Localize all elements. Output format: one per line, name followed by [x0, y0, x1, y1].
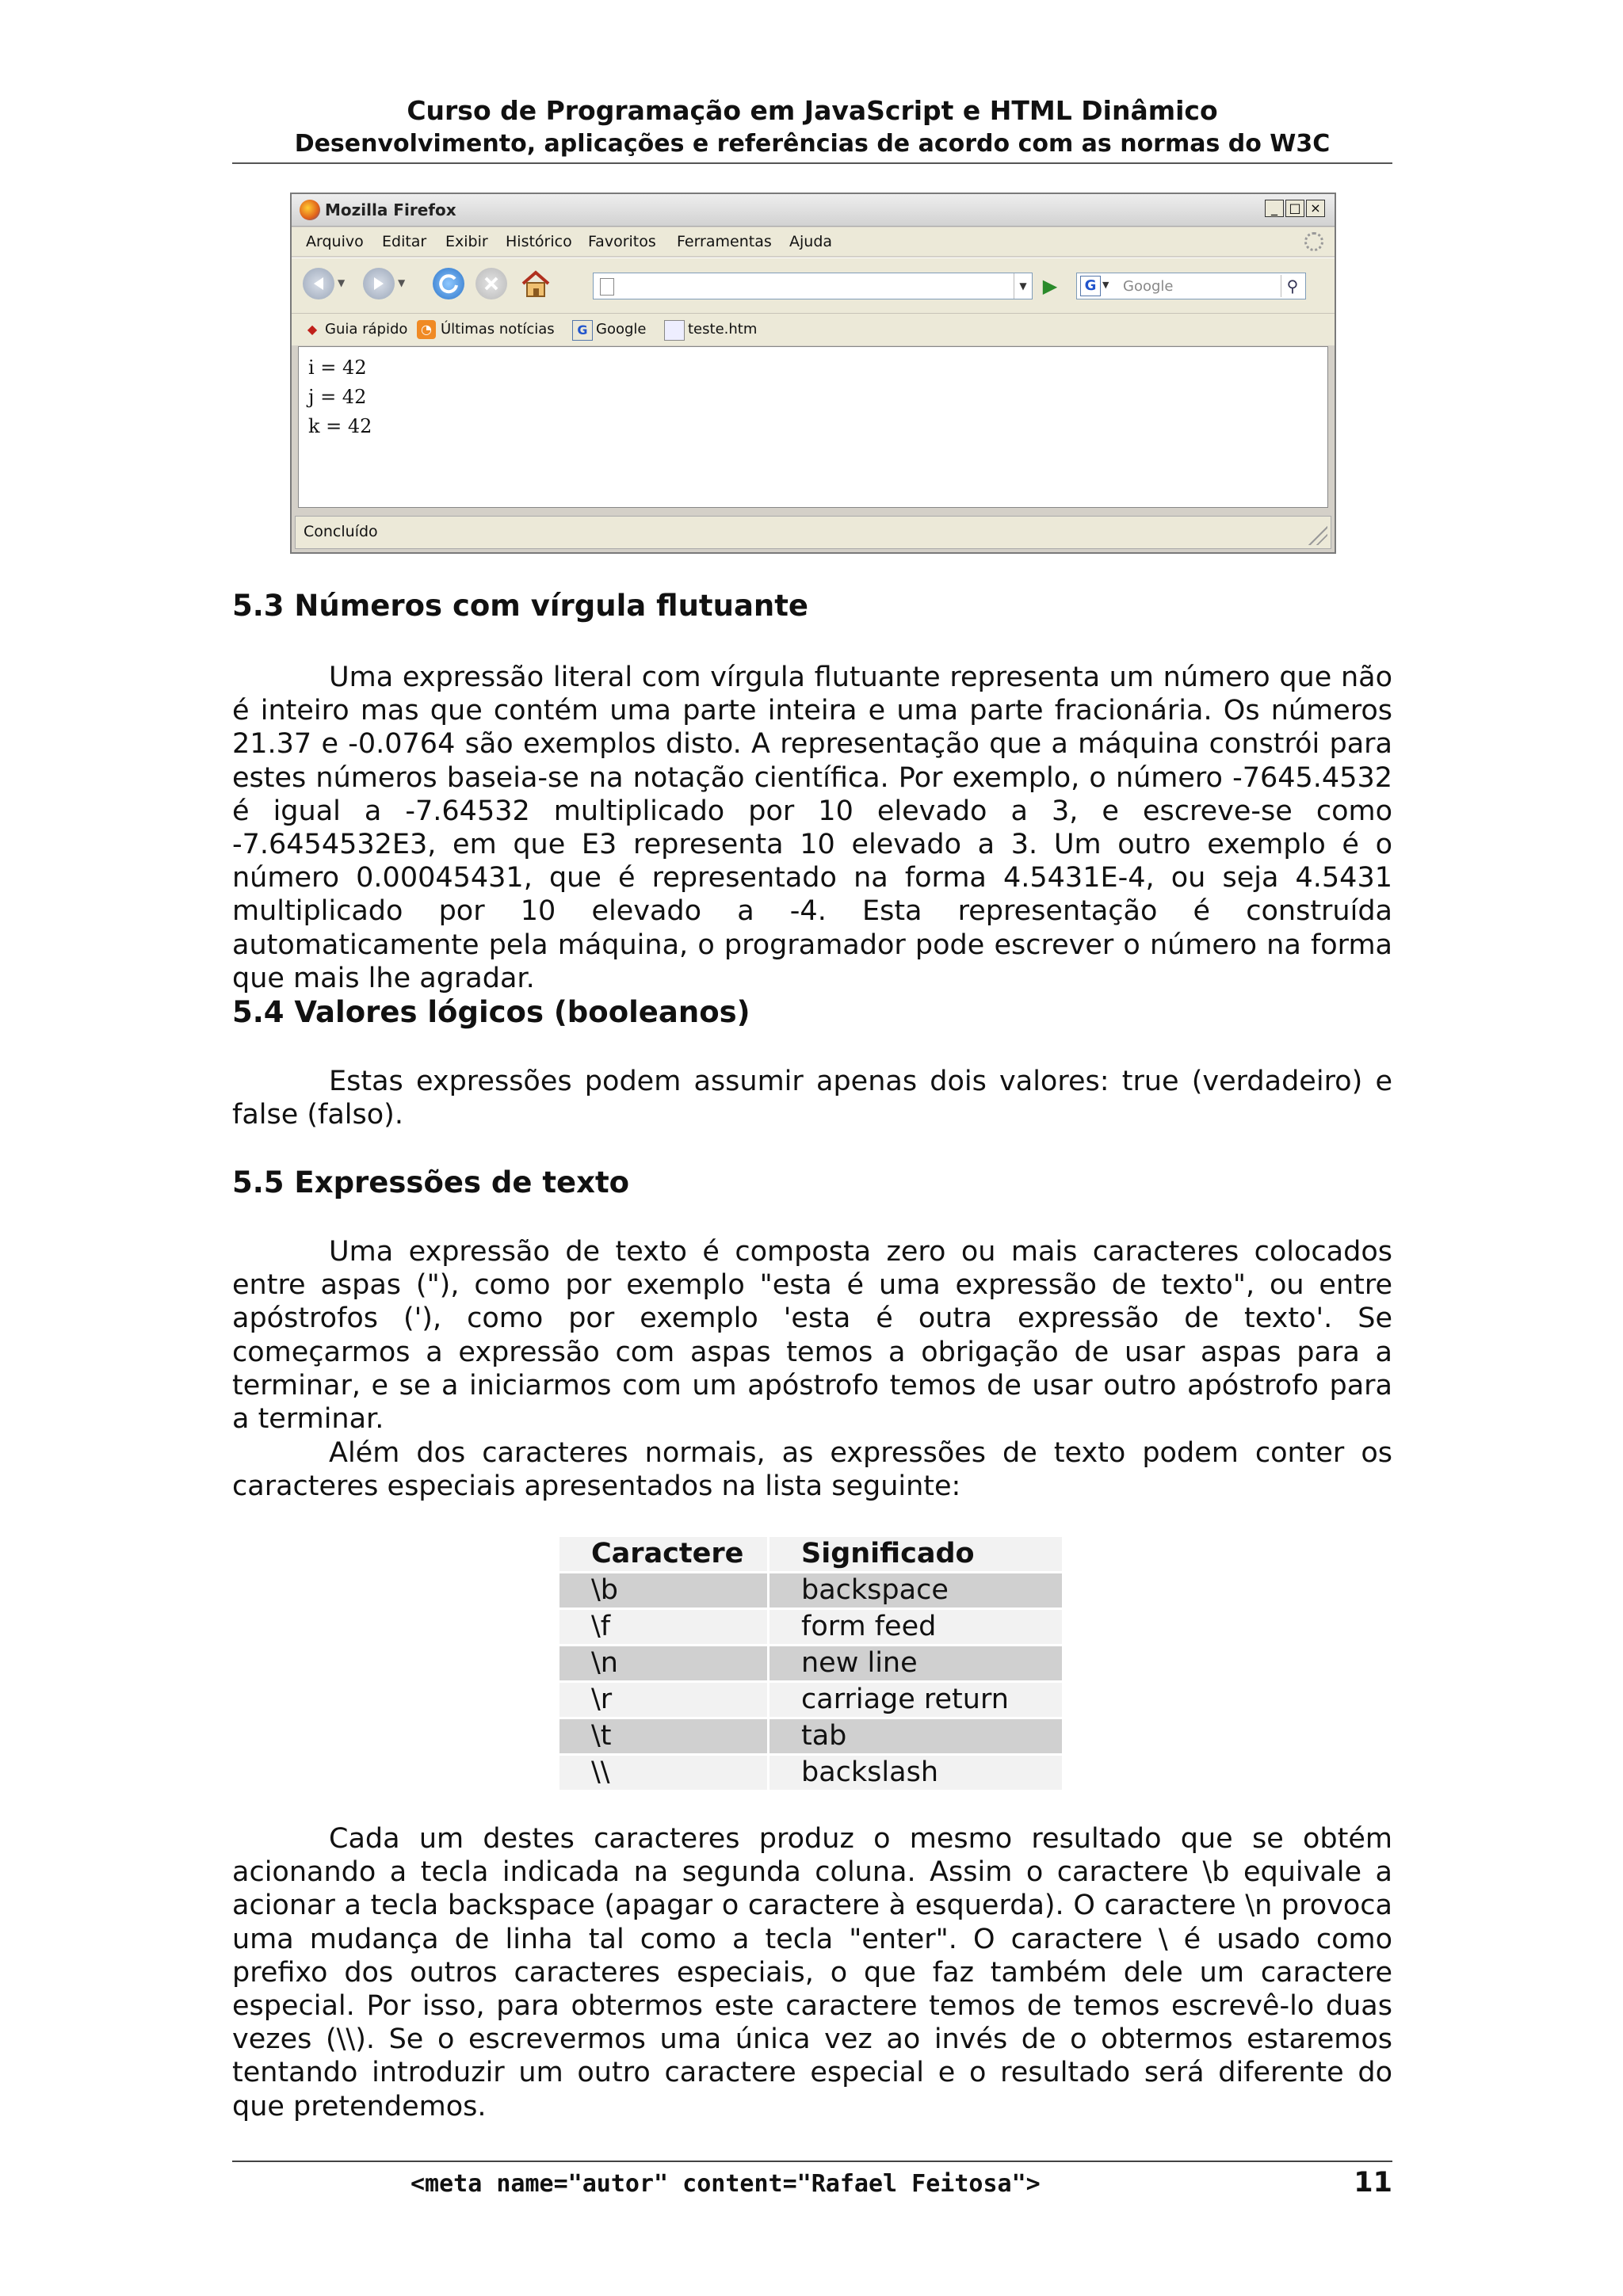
- search-icon[interactable]: ⚲: [1281, 275, 1304, 297]
- table-cell: \t: [559, 1719, 767, 1753]
- table-header-row: [559, 1537, 1062, 1571]
- url-dropdown-icon[interactable]: ▼: [1014, 273, 1032, 299]
- menu-editar[interactable]: Editar: [382, 233, 427, 250]
- paragraph: Estas expressões podem assumir apenas dois valores: true (verdadeiro) e false (falso).: [232, 1066, 1392, 1131]
- title-bar: [292, 194, 1335, 227]
- table-cell: form feed: [769, 1610, 1062, 1644]
- bookmark-ultimas-noticias[interactable]: Últimas notícias: [441, 321, 555, 338]
- header-rule: [232, 162, 1392, 164]
- window-title: Mozilla Firefox: [325, 200, 456, 219]
- page-icon: [600, 278, 614, 296]
- search-engine-icon[interactable]: G: [1080, 276, 1101, 296]
- table-cell: carriage return: [769, 1683, 1062, 1717]
- bookmark-google[interactable]: Google: [596, 321, 647, 338]
- paragraph: Cada um destes caracteres produz o mesmo resultado que se obtém acionando a tecla indicada na segunda coluna. Assim o caractere \b equivale a acionar a tecla backspace (apagar o caractere à esquerda). O caractere \n provoca uma mudança de linha tal como a tecla "enter". O caractere \ é usado como prefixo dos outros caracteres especiais, o que faz também dele um caractere especial. Por isso, para obtermos este caractere temos de temos escrevê-lo duas vezes (\\). Se o escrevermos uma única vez ao invés de o obtermos estaremos tentando introduzir um outro caractere especial e o resultado será diferente do que pretendemos.: [232, 1823, 1392, 2122]
- status-bar: [295, 516, 1331, 549]
- html-file-icon: [664, 320, 685, 341]
- section-heading: 5.4 Valores lógicos (booleanos): [232, 995, 750, 1029]
- menu-ferramentas[interactable]: Ferramentas: [677, 233, 772, 250]
- document-subtitle: Desenvolvimento, aplicações e referências de acordo com as normas do W3C: [294, 130, 1331, 158]
- output-line: i = 42: [308, 357, 367, 379]
- table-cell: backslash: [769, 1756, 1062, 1790]
- search-box[interactable]: [1076, 273, 1306, 299]
- resize-grip-icon[interactable]: [1308, 526, 1327, 545]
- table-row: [559, 1610, 1062, 1644]
- minimize-button[interactable]: _: [1265, 200, 1284, 217]
- section-heading: 5.3 Números com vírgula flutuante: [232, 589, 809, 623]
- firefox-logo-icon: [300, 200, 320, 220]
- output-line: j = 42: [308, 386, 367, 408]
- close-button[interactable]: ×: [1306, 200, 1325, 217]
- table-row: [559, 1646, 1062, 1680]
- paragraph: Além dos caracteres normais, as expressões de texto podem conter os caracteres especiais apresentados na lista seguinte:: [232, 1437, 1392, 1503]
- paragraph: Uma expressão literal com vírgula flutuante representa um número que não é inteiro mas que contém uma parte inteira e uma parte fracionária. Os números 21.37 e -0.0764 são exemplos disto. A representação que a máquina constrói para estes números baseia-se na notação científica. Por exemplo, o número -7645.4532 é igual a -7.64532 multiplicado por 10 elevado a 3, e escreve-se como -7.6454532E3, em que E3 representa 10 elevado a 3. Um outro exemplo é o número 0.00045431, que é representado na forma 4.5431E-4, ou seja 4.5431 multiplicado por 10 elevado a -4. Esta representação é construída automaticamente pela máquina, o programador pode escrever o número na forma que mais lhe agradar.: [232, 662, 1392, 994]
- bookmark-guia-rapido[interactable]: Guia rápido: [325, 321, 408, 338]
- table-cell: new line: [769, 1646, 1062, 1680]
- go-button[interactable]: ▶: [1042, 275, 1058, 297]
- table-cell: \n: [559, 1646, 767, 1680]
- section-heading: 5.5 Expressões de texto: [232, 1165, 630, 1199]
- menu-favoritos[interactable]: Favoritos: [588, 233, 656, 250]
- table-cell: backspace: [769, 1573, 1062, 1608]
- home-button[interactable]: [518, 266, 553, 301]
- table-row: [559, 1573, 1062, 1608]
- reload-button[interactable]: [433, 268, 464, 299]
- table-cell: \\: [559, 1756, 767, 1790]
- footer-meta: <meta name="autor" content="Rafael Feitosa">: [411, 2170, 1041, 2198]
- back-button[interactable]: [303, 268, 334, 299]
- reload-icon: [433, 268, 464, 299]
- table-cell: \f: [559, 1610, 767, 1644]
- forward-arrow-icon: [363, 268, 395, 299]
- table-cell: \b: [559, 1573, 767, 1608]
- back-arrow-icon: [303, 268, 334, 299]
- home-icon: [518, 266, 553, 301]
- menu-arquivo[interactable]: Arquivo: [306, 233, 364, 250]
- search-input[interactable]: Google: [1123, 278, 1174, 295]
- stop-button[interactable]: [475, 268, 507, 299]
- bookmarks-toolbar: [292, 313, 1335, 345]
- rss-icon: ◔: [417, 320, 436, 339]
- forward-history-dropdown-icon[interactable]: ▼: [398, 277, 406, 288]
- menu-historico[interactable]: Histórico: [506, 233, 572, 250]
- footer-rule: [232, 2161, 1392, 2162]
- forward-button[interactable]: [363, 268, 395, 299]
- menu-bar: [292, 227, 1335, 256]
- table-row: [559, 1683, 1062, 1717]
- help-bookmark-icon: ◆: [307, 322, 318, 337]
- special-characters-table: [557, 1535, 1064, 1792]
- status-text: Concluído: [304, 523, 378, 540]
- table-header-cell: Significado: [769, 1537, 1062, 1571]
- google-icon: G: [572, 320, 593, 341]
- firefox-window: [290, 193, 1336, 554]
- menu-exibir[interactable]: Exibir: [445, 233, 488, 250]
- page-content: [298, 346, 1328, 508]
- menu-ajuda[interactable]: Ajuda: [789, 233, 833, 250]
- table-header-cell: Caractere: [559, 1537, 767, 1571]
- bookmark-teste[interactable]: teste.htm: [688, 321, 758, 338]
- stop-icon: [475, 268, 507, 299]
- table-row: [559, 1756, 1062, 1790]
- paragraph: Uma expressão de texto é composta zero ou mais caracteres colocados entre aspas ("), como por exemplo "esta é uma expressão de texto", ou entre apóstrofos ('), como por exemplo 'esta é outra expressão de texto'. Se começarmos a expressão com aspas temos a obrigação de usar aspas para a terminar, e se a iniciarmos com um apóstrofo temos de usar outro apóstrofo para a terminar.: [232, 1236, 1392, 1436]
- back-history-dropdown-icon[interactable]: ▼: [338, 277, 346, 288]
- table-row: [559, 1719, 1062, 1753]
- url-bar[interactable]: [593, 273, 1033, 299]
- search-engine-dropdown-icon[interactable]: ▼: [1102, 280, 1109, 290]
- output-line: k = 42: [308, 415, 372, 437]
- maximize-button[interactable]: □: [1285, 200, 1304, 217]
- navigation-toolbar: [292, 257, 1335, 314]
- page-number: 11: [1354, 2167, 1392, 2199]
- table-cell: \r: [559, 1683, 767, 1717]
- table-cell: tab: [769, 1719, 1062, 1753]
- document-title: Curso de Programação em JavaScript e HTML Dinâmico: [407, 95, 1218, 126]
- throbber-icon: [1304, 232, 1323, 251]
